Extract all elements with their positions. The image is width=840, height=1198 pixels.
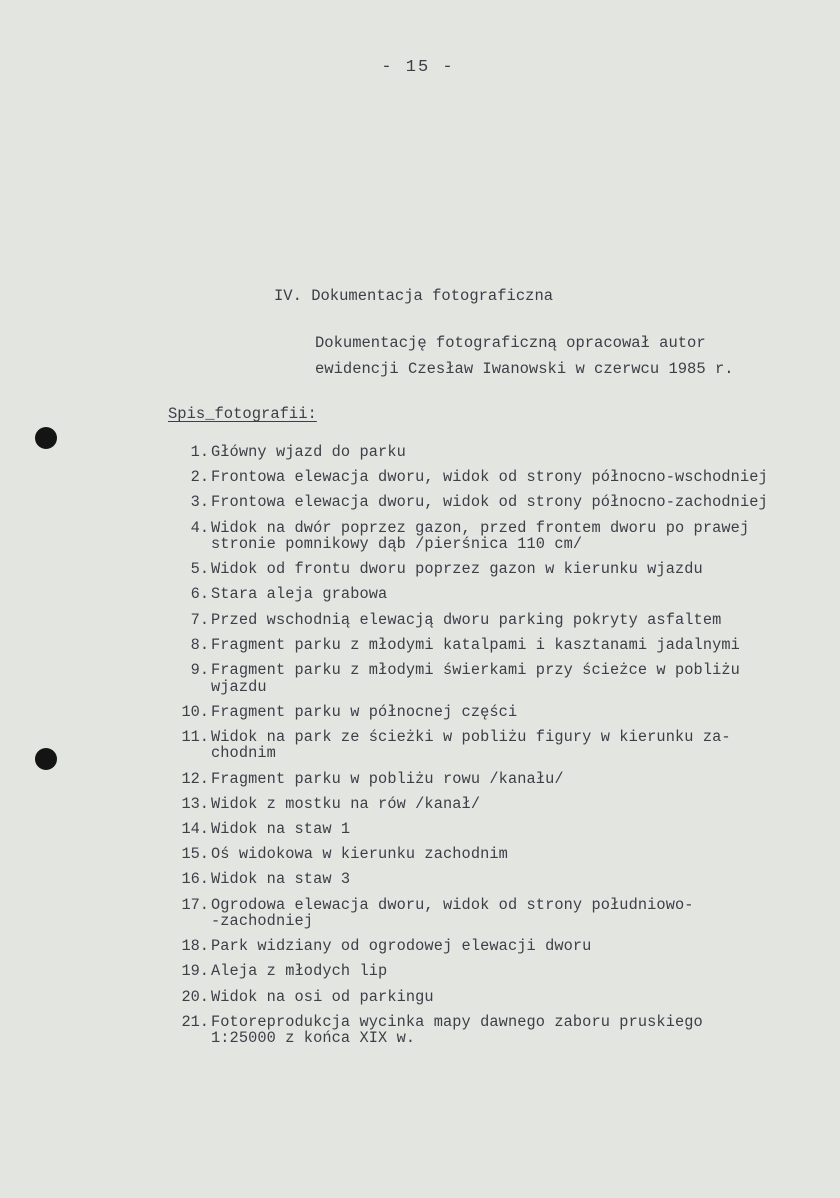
- page-number: - 15 -: [381, 58, 455, 77]
- photo-list-item: [164, 520, 834, 553]
- intro-line: Dokumentację fotograficzną opracował autor: [315, 334, 706, 352]
- photo-list-item: [164, 729, 834, 762]
- photo-caption: Fragment parku z młodymi katalpami i kasztanami jadalnymi: [211, 635, 740, 654]
- photo-list-item: [164, 771, 834, 788]
- photo-list-item: [164, 821, 834, 838]
- photo-caption: Przed wschodnią elewacją dworu parking pokryty asfaltem: [211, 610, 722, 629]
- intro-paragraph: [315, 330, 734, 382]
- photo-number: 19.: [181, 962, 209, 981]
- punch-hole-top: [35, 427, 57, 449]
- photo-list-item: [164, 897, 834, 930]
- photo-caption: Park widziany od ogrodowej elewacji dworu: [211, 937, 592, 956]
- photo-caption: Oś widokowa w kierunku zachodnim: [211, 845, 508, 864]
- photo-number: 20.: [181, 987, 209, 1006]
- photo-number: 18.: [181, 937, 209, 956]
- photo-caption: Widok na staw 3: [211, 870, 351, 889]
- photo-list-item: [164, 938, 834, 955]
- photo-number: 11.: [181, 727, 209, 746]
- photo-list-item: [164, 662, 834, 695]
- photo-number: 12.: [181, 769, 209, 788]
- photo-list-item: [164, 444, 834, 461]
- photo-caption: Aleja z młodych lip: [211, 962, 388, 981]
- intro-line: ewidencji Czesław Iwanowski w czerwcu 1985 r.: [315, 360, 734, 378]
- photo-list-item: [164, 1014, 834, 1047]
- photo-number: 13.: [181, 794, 209, 813]
- photo-list-heading: Spis_fotografii:: [168, 405, 317, 423]
- photo-caption: Fragment parku z młodymi świerkami przy ścieżce w pobliżu wjazdu: [211, 661, 740, 696]
- photo-caption: Widok na dwór poprzez gazon, przed frontem dworu po prawej stronie pomnikowy dąb /pierśnica 110 cm/: [211, 518, 750, 554]
- photo-caption: Frontowa elewacja dworu, widok od strony północno-wschodniej: [211, 468, 768, 487]
- photo-list-item: [164, 989, 834, 1006]
- photo-number: 4.: [190, 518, 209, 537]
- photo-list-item: [164, 846, 834, 863]
- photo-caption: Widok na staw 1: [211, 819, 351, 838]
- photo-list-item: [164, 637, 834, 654]
- photo-caption: Fragment parku w północnej części: [211, 702, 518, 721]
- punch-hole-bottom: [35, 748, 57, 770]
- photo-list-item: [164, 871, 834, 888]
- photo-caption: Fotoreprodukcja wycinka mapy dawnego zaboru pruskiego 1:25000 z końca XIX w.: [211, 1012, 703, 1048]
- photo-caption: Frontowa elewacja dworu, widok od strony północno-zachodniej: [211, 493, 768, 512]
- photo-number: 9.: [190, 661, 209, 679]
- photo-list-item: [164, 612, 834, 629]
- photo-list-item: [164, 586, 834, 603]
- photo-number: 1.: [190, 443, 209, 461]
- photo-list-item: [164, 796, 834, 813]
- photo-number: 17.: [181, 895, 209, 914]
- photo-caption: Stara aleja grabowa: [211, 585, 388, 604]
- photo-caption: Główny wjazd do parku: [211, 443, 406, 461]
- photo-list-item: [164, 469, 834, 486]
- photo-number: 14.: [181, 819, 209, 838]
- photo-number: 2.: [190, 468, 209, 487]
- photo-caption: Widok z mostku na rów /kanał/: [211, 794, 481, 813]
- photo-number: 16.: [181, 870, 209, 889]
- photo-caption: Widok na osi od parkingu: [211, 987, 434, 1006]
- photo-number: 3.: [190, 493, 209, 512]
- photo-caption: Ogrodowa elewacja dworu, widok od strony południowo- -zachodniej: [211, 895, 694, 930]
- photo-list: [164, 444, 834, 1055]
- photo-caption: Widok od frontu dworu poprzez gazon w kierunku wjazdu: [211, 560, 703, 579]
- photo-list-item: [164, 494, 834, 511]
- photo-list-item: [164, 561, 834, 578]
- photo-number: 10.: [181, 702, 209, 721]
- photo-number: 7.: [190, 610, 209, 629]
- photo-number: 15.: [181, 845, 209, 864]
- photo-list-item: [164, 704, 834, 721]
- photo-number: 6.: [190, 585, 209, 604]
- photo-number: 21.: [181, 1012, 209, 1031]
- photo-list-item: [164, 963, 834, 980]
- photo-caption: Widok na park ze ścieżki w pobliżu figury w kierunku za- chodnim: [211, 727, 731, 763]
- photo-caption: Fragment parku w pobliżu rowu /kanału/: [211, 769, 564, 788]
- photo-number: 5.: [190, 560, 209, 579]
- photo-number: 8.: [190, 635, 209, 654]
- section-title: IV. Dokumentacja fotograficzna: [274, 287, 554, 305]
